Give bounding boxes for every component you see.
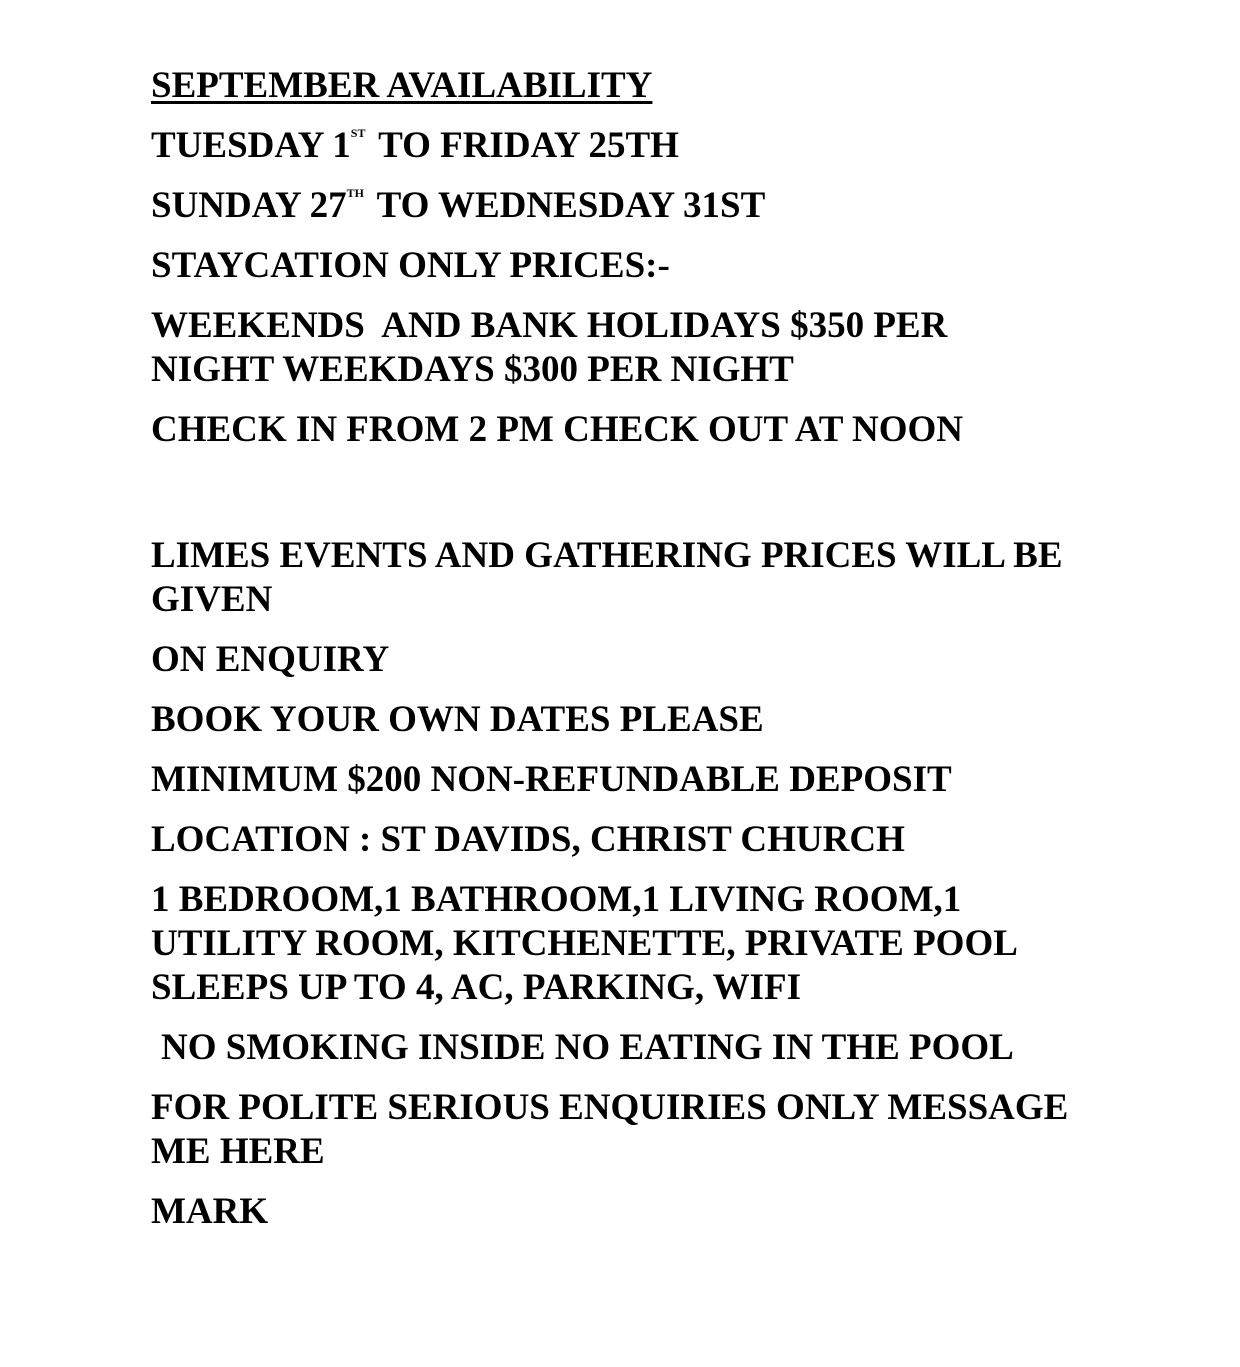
signature: MARK <box>151 1191 269 1232</box>
range-2-end: TO WEDNESDAY 31ST <box>368 185 766 226</box>
prices-paragraph <box>151 304 1151 392</box>
range-2-ordinal: TH <box>346 186 365 200</box>
availability-notice <box>151 64 1151 1250</box>
prices-line-2: NIGHT WEEKDAYS $300 PER NIGHT <box>151 349 794 390</box>
contact-line-2: ME HERE <box>151 1131 325 1172</box>
range-1-start: TUESDAY 1 <box>151 125 351 166</box>
limes-line-2: GIVEN <box>151 579 273 620</box>
amenities-line-2: UTILITY ROOM, KITCHENETTE, PRIVATE POOL <box>151 923 1018 964</box>
prices-heading: STAYCATION ONLY PRICES:- <box>151 245 670 286</box>
limes-paragraph <box>151 534 1151 622</box>
house-rules: NO SMOKING INSIDE NO EATING IN THE POOL <box>161 1027 1014 1068</box>
limes-line-1: LIMES EVENTS AND GATHERING PRICES WILL BE <box>151 535 1063 576</box>
book-dates: BOOK YOUR OWN DATES PLEASE <box>151 699 764 740</box>
notice-title: SEPTEMBER AVAILABILITY <box>151 65 653 106</box>
location: LOCATION : ST DAVIDS, CHRIST CHURCH <box>151 819 905 860</box>
range-1-ordinal: ST <box>350 126 366 140</box>
check-in-out: CHECK IN FROM 2 PM CHECK OUT AT NOON <box>151 409 963 450</box>
contact-paragraph <box>151 1086 1151 1174</box>
availability-range-2 <box>151 184 1151 228</box>
on-enquiry: ON ENQUIRY <box>151 639 390 680</box>
amenities-line-1: 1 BEDROOM,1 BATHROOM,1 LIVING ROOM,1 <box>151 879 962 920</box>
contact-line-1: FOR POLITE SERIOUS ENQUIRIES ONLY MESSAGE <box>151 1087 1069 1128</box>
blank-gap <box>151 468 1151 534</box>
amenities-paragraph <box>151 878 1151 1010</box>
range-1-end: TO FRIDAY 25TH <box>369 125 679 166</box>
availability-range-1 <box>151 124 1151 168</box>
prices-line-1: WEEKENDS AND BANK HOLIDAYS $350 PER <box>151 305 948 346</box>
amenities-line-3: SLEEPS UP TO 4, AC, PARKING, WIFI <box>151 967 802 1008</box>
range-2-start: SUNDAY 27 <box>151 185 347 226</box>
deposit: MINIMUM $200 NON-REFUNDABLE DEPOSIT <box>151 759 952 800</box>
